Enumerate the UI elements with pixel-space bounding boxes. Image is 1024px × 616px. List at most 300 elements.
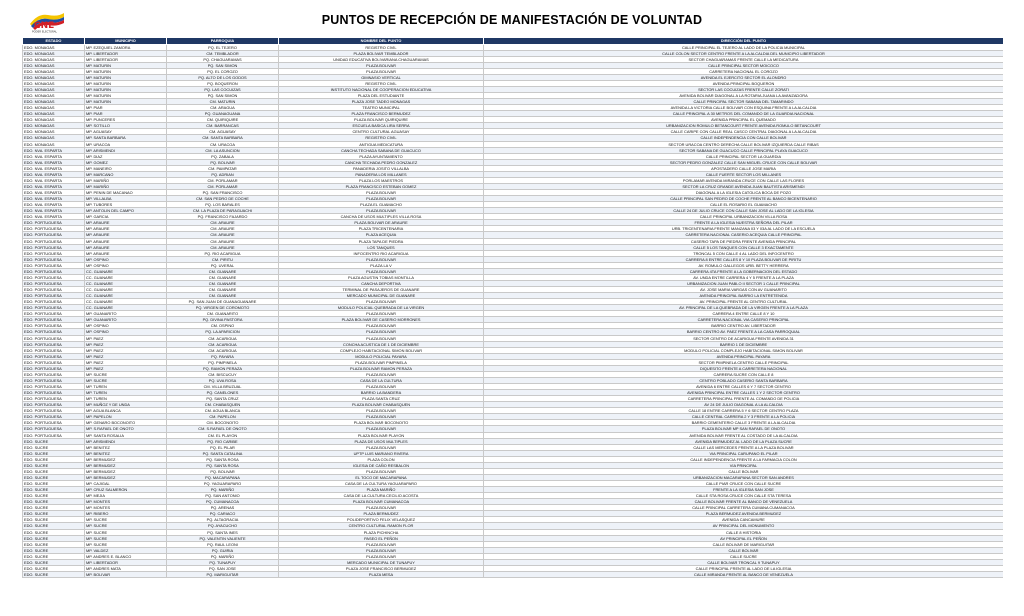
cell-direccion: AV 24 DE JULIO DIAGONAL A LA ALCALDIA: [484, 402, 1004, 408]
cell-estado: EDO. MONAGAS: [23, 44, 85, 50]
cell-parroquia: PQ. DIVINA PASTORA: [167, 317, 279, 323]
cell-parroquia: PQ. SANTA ROSA: [167, 456, 279, 462]
cell-municipio: MP. MATURIN: [85, 62, 167, 68]
cell-estado: EDO. MONAGAS: [23, 56, 85, 62]
cell-direccion: DIAGONAL A LA IGLESIA CATOLICA BOCA DE POZO: [484, 190, 1004, 196]
cell-estado: EDO. PORTUGUESA: [23, 408, 85, 414]
cell-estado: EDO. NVA. ESPARTA: [23, 190, 85, 196]
cell-municipio: MP. OSPINO: [85, 262, 167, 268]
cell-nombre: PANADERIA LOS MILLANES: [279, 171, 484, 177]
cell-municipio: MP. LIBERTADOR: [85, 559, 167, 565]
cell-parroquia: PQ. SAN JOSE: [167, 565, 279, 571]
cell-nombre: PASEO EL PEÑON: [279, 535, 484, 541]
cell-direccion: CALLE PRINCIPAL CARRETERA CUMANA CUMANACOA: [484, 505, 1004, 511]
cell-estado: EDO. MONAGAS: [23, 99, 85, 105]
cell-municipio: MP. ANTOLIN DEL CAMPO: [85, 208, 167, 214]
cell-nombre: PLAZA LOS MAESTROS: [279, 177, 484, 183]
cell-municipio: MP. BENITEZ: [85, 450, 167, 456]
cell-municipio: MP. ARAURE: [85, 220, 167, 226]
cell-municipio: MP. ANDRES MATA: [85, 565, 167, 571]
cell-parroquia: PQ. SAN SIMON: [167, 62, 279, 68]
cell-municipio: MP. SUCRE: [85, 541, 167, 547]
cell-municipio: CC. GUANARE: [85, 299, 167, 305]
cell-nombre: EL TOCO DE MACARAPANA: [279, 474, 484, 480]
cell-estado: EDO. SUCRE: [23, 511, 85, 517]
cell-direccion: SECTOR PIMPINELA CENTRO CALLE PRINCIPAL: [484, 359, 1004, 365]
cell-municipio: MP. OSPINO: [85, 256, 167, 262]
cell-parroquia: PQ. SAN ANTONIO: [167, 493, 279, 499]
cell-municipio: MP. PAPELON: [85, 414, 167, 420]
cell-municipio: MP. GARCIA: [85, 214, 167, 220]
cell-estado: EDO. PORTUGUESA: [23, 226, 85, 232]
cell-direccion: SECTOR SABANA DE GUACUCO CALLE PRINCIPAL PLAYA GUACUCO: [484, 147, 1004, 153]
cell-direccion: BARRIO CEMENTERIO CALLE 3 FRENTE A LA ALCALDIA: [484, 420, 1004, 426]
cell-nombre: TERMINAL DE PASAJEROS DE GUANARE: [279, 287, 484, 293]
cell-nombre: PLAZA BOLIVAR: [279, 196, 484, 202]
cell-municipio: MP. RIBERO: [85, 511, 167, 517]
cell-municipio: MP. GUANARITO: [85, 317, 167, 323]
cell-parroquia: CM. AGUA BLANCA: [167, 408, 279, 414]
cell-parroquia: PQ. PAYARA: [167, 353, 279, 359]
cell-estado: EDO. SUCRE: [23, 529, 85, 535]
cell-nombre: PLAZA AYUNTAMIENTO: [279, 153, 484, 159]
cell-estado: EDO. PORTUGUESA: [23, 311, 85, 317]
cell-municipio: MP. SUCRE: [85, 535, 167, 541]
cell-direccion: CALLE PRINCIPAL FRENTE AL LADO DE LA IGLESIA: [484, 565, 1004, 571]
page-header: [0, 0, 1024, 36]
cell-estado: EDO. SUCRE: [23, 487, 85, 493]
cell-parroquia: PQ. ALTO DE LOS GODOS: [167, 74, 279, 80]
cell-direccion: AVENIDA BOLIVAR FRENTE AL COSTADO DE LA ALCALDIA: [484, 432, 1004, 438]
cell-parroquia: CM. LA ASUNCION: [167, 147, 279, 153]
table-row: [23, 571, 1004, 577]
cell-parroquia: PQ. CHAGUARAMAS: [167, 56, 279, 62]
cell-direccion: AVENIDA 6 ENTRE CALLES 6 Y 7 SECTOR CENTRO: [484, 384, 1004, 390]
column-header-direccion: DIRECCIÓN DEL PUNTO: [484, 38, 1004, 45]
cell-estado: EDO. PORTUGUESA: [23, 268, 85, 274]
cell-nombre: PLAZA BOLIVAR CUMANACOA: [279, 499, 484, 505]
cell-nombre: PLAZA FRANCISCO BERMUDEZ: [279, 111, 484, 117]
cell-direccion: URBANIZACION ROMULO BETANCOURT FRENTE AVENIDA ROMULO BETANCOURT: [484, 123, 1004, 129]
cell-estado: EDO. PORTUGUESA: [23, 365, 85, 371]
cell-nombre: MERCADO MUNICIPAL DE TUNAPUY: [279, 559, 484, 565]
cell-parroquia: PQ. SAN SIMON: [167, 93, 279, 99]
cell-estado: EDO. NVA. ESPARTA: [23, 153, 85, 159]
cell-municipio: MP. GUANARITO: [85, 311, 167, 317]
cell-estado: EDO. PORTUGUESA: [23, 341, 85, 347]
cell-nombre: PLAZA BOLIVAR: [279, 68, 484, 74]
cell-estado: EDO. PORTUGUESA: [23, 377, 85, 383]
cell-nombre: PLAZA TAPA DE PIEDRA: [279, 238, 484, 244]
cell-nombre: PLAZA BOLIVAR: [279, 541, 484, 547]
cell-nombre: PLAZA BOLIVAR DE CASERIO MORRONES: [279, 317, 484, 323]
cell-estado: EDO. PORTUGUESA: [23, 262, 85, 268]
cell-direccion: TRONCAL 5 CON CALLE 4 AL LADO DEL INFOCENTRO: [484, 250, 1004, 256]
cell-estado: EDO. SUCRE: [23, 547, 85, 553]
cell-nombre: REGISTRO CIVIL: [279, 135, 484, 141]
cell-nombre: PLAZA LA V: [279, 262, 484, 268]
cell-municipio: MP. AGUA BLANCA: [85, 408, 167, 414]
cell-parroquia: CM. GUANARE: [167, 268, 279, 274]
cell-nombre: ESCUELA BASICA LIRA SERRA: [279, 123, 484, 129]
cell-nombre: CANCHA DEPORTIVA: [279, 280, 484, 286]
column-header-parroquia: PARROQUIA: [167, 38, 279, 45]
cell-parroquia: PQ. MACARAPANA: [167, 474, 279, 480]
cell-municipio: MP. SUCRE: [85, 517, 167, 523]
cell-parroquia: CM. S.RAFAEL DE ONOTO: [167, 426, 279, 432]
cell-estado: EDO. PORTUGUESA: [23, 238, 85, 244]
cell-municipio: CC. GUANARE: [85, 268, 167, 274]
cell-direccion: CALLE 8 HISTORIA: [484, 529, 1004, 535]
cell-parroquia: CM. VILLA BRUZUAL: [167, 384, 279, 390]
cell-estado: EDO. PORTUGUESA: [23, 426, 85, 432]
cell-direccion: BARRIO CENTRO AV. LIBERTADOR: [484, 323, 1004, 329]
cell-nombre: PLAZA BOLIVAR RAMON PERAZA: [279, 365, 484, 371]
cell-municipio: MP. SUCRE: [85, 523, 167, 529]
cell-parroquia: PQ. BOLIVAR: [167, 468, 279, 474]
cell-direccion: CARRERA SUCRE CON CALLE 8: [484, 371, 1004, 377]
cell-municipio: CC. GUANARE: [85, 305, 167, 311]
cell-direccion: CALLE 5 LOS TANQUES CON CALLE 3 EXACTAMENTE: [484, 244, 1004, 250]
cell-parroquia: CM. GUANARITO: [167, 311, 279, 317]
table-body: [23, 44, 1004, 578]
cell-nombre: PLAZA MARIÑO: [279, 487, 484, 493]
cell-parroquia: PQ. BOLIVAR: [167, 159, 279, 165]
cell-parroquia: CM. BISCUCUY: [167, 371, 279, 377]
cell-estado: EDO. NVA. ESPARTA: [23, 202, 85, 208]
cell-estado: EDO. PORTUGUESA: [23, 250, 85, 256]
cell-nombre: PLAZA DE USOS MULTIPLES: [279, 438, 484, 444]
cell-parroquia: PQ. TUNAPUY: [167, 559, 279, 565]
cell-parroquia: PQ. ZABALA: [167, 153, 279, 159]
cell-estado: EDO. PORTUGUESA: [23, 323, 85, 329]
cell-estado: EDO. MONAGAS: [23, 80, 85, 86]
cell-estado: EDO. MONAGAS: [23, 105, 85, 111]
reception-points-table: [22, 37, 1003, 578]
cell-nombre: PLAZA BOLIVAR: [279, 468, 484, 474]
cell-nombre: PANADERIA JOSITO VILLALBA: [279, 165, 484, 171]
cell-municipio: MP. TUREN: [85, 396, 167, 402]
cell-estado: EDO. SUCRE: [23, 493, 85, 499]
cell-estado: EDO. SUCRE: [23, 499, 85, 505]
cell-parroquia: PQ. EL COROZO: [167, 68, 279, 74]
cell-nombre: PLAZA BOLIVAR: [279, 299, 484, 305]
cell-nombre: MERCADO MUNICIPAL DE GUANARE: [279, 293, 484, 299]
cell-municipio: MP. MATURIN: [85, 80, 167, 86]
cell-nombre: IGLESIA DE CAÑO RESBALON: [279, 462, 484, 468]
cell-estado: EDO. MONAGAS: [23, 86, 85, 92]
cell-municipio: MP. PAEZ: [85, 341, 167, 347]
cell-parroquia: CM. TEMBLADOR: [167, 50, 279, 56]
cell-municipio: CC. GUANARE: [85, 293, 167, 299]
cell-direccion: SECTOR LA CRUZ GRANDE AVENIDA JUAN BAUTISTA ARISMENDI: [484, 183, 1004, 189]
cell-estado: EDO. SUCRE: [23, 474, 85, 480]
cell-direccion: FRENTE A LA IGLESIA SAN JOSE: [484, 487, 1004, 493]
cell-nombre: COMPLEJO HABITACIONAL SIMON BOLIVAR: [279, 347, 484, 353]
cell-municipio: MP. MARIÑO: [85, 183, 167, 189]
cell-direccion: CALLE LAS MERCEDES FRENTE A LA PLAZA BOLIVAR: [484, 444, 1004, 450]
cell-estado: EDO. PORTUGUESA: [23, 317, 85, 323]
cell-parroquia: PQ. MARIÑO: [167, 553, 279, 559]
cell-direccion: AVENIDA EL EJERCITO SECTOR EL ALONDRO: [484, 74, 1004, 80]
cell-direccion: CALLE BOLIVAR: [484, 547, 1004, 553]
cell-estado: EDO. NVA. ESPARTA: [23, 183, 85, 189]
cell-direccion: CARRETERA PRINCIPAL FRENTE AL COMANDO DE POLICIA: [484, 396, 1004, 402]
cell-parroquia: PQ. FRANCISCO FAJARDO: [167, 214, 279, 220]
cell-municipio: MP. MONTES: [85, 499, 167, 505]
cell-parroquia: CM. LA PLAZA DE PARAGUACHI: [167, 208, 279, 214]
cell-direccion: CARRERA 8 ENTRE CALLES 8 Y 10 PLAZA BOLIVAR DE PIRITU: [484, 256, 1004, 262]
cell-estado: EDO. PORTUGUESA: [23, 371, 85, 377]
cell-direccion: MODULO POLICIAL COMPLEJO HABITACIONAL SIMON BOLIVAR: [484, 347, 1004, 353]
cell-nombre: CENTRO CULTURAL RAMON FLOR: [279, 523, 484, 529]
cell-nombre: PLAZA JOSE TADEO MONAGAS: [279, 99, 484, 105]
column-header-municipio: MUNICIPIO: [85, 38, 167, 45]
cell-direccion: AVENIDA PRINCIPAL BARRIO LA ENTRETENIDA: [484, 293, 1004, 299]
cell-direccion: CALLE BOLIVAR: [484, 468, 1004, 474]
cell-estado: EDO. MONAGAS: [23, 68, 85, 74]
cell-nombre: CENTRO CULTURAL AGUASAY: [279, 129, 484, 135]
cell-estado: EDO. NVA. ESPARTA: [23, 159, 85, 165]
cell-municipio: MP. PAEZ: [85, 353, 167, 359]
cell-direccion: CARRETERA NACIONAL VIA CASERIO PRINCIPAL: [484, 317, 1004, 323]
cell-direccion: BARRIO CENTRO AV. PAEZ FRENTE A LA CASA PARROQUIAL: [484, 329, 1004, 335]
cell-nombre: CASA DE LA CULTURA YAGUARAPARO: [279, 481, 484, 487]
cell-municipio: MP. LIBERTADOR: [85, 50, 167, 56]
cell-estado: EDO. MONAGAS: [23, 117, 85, 123]
cell-direccion: CALLE 18 ENTRE CARRERA 5 Y 6 SECTOR CENTRO PLAZA: [484, 408, 1004, 414]
cell-estado: EDO. SUCRE: [23, 541, 85, 547]
cell-estado: EDO. PORTUGUESA: [23, 396, 85, 402]
cell-nombre: PLAZA BOLIVAR: [279, 414, 484, 420]
cell-estado: EDO. NVA. ESPARTA: [23, 177, 85, 183]
cell-parroquia: CM. SANTA BARBARA: [167, 135, 279, 141]
cell-direccion: CALLE CENTRAL CARRERA 2 Y 3 FRENTE A LA POLICIA: [484, 414, 1004, 420]
cell-municipio: MP. ARAURE: [85, 232, 167, 238]
cell-nombre: INSTITUTO NACIONAL DE COOPERACION EDUCATIVA: [279, 86, 484, 92]
cell-nombre: PLAZA BOLIVAR PLAYON: [279, 432, 484, 438]
cell-direccion: FRENTE A LA IGLESIA NUESTRA SEÑORA DEL PILAR: [484, 220, 1004, 226]
cell-estado: EDO. MONAGAS: [23, 93, 85, 99]
cell-municipio: MP. MUÑOZ Y DE UNDA: [85, 402, 167, 408]
cell-municipio: MP. PAEZ: [85, 347, 167, 353]
cell-municipio: MP. SUCRE: [85, 377, 167, 383]
cell-estado: EDO. PORTUGUESA: [23, 220, 85, 226]
cell-direccion: CARRETERA NACIONAL EL COROZO: [484, 68, 1004, 74]
cell-direccion: SECTOR URACOA CENTRO DERECHA CALLE BOLIVAR IZQUIERDA CALLE RIBAS: [484, 141, 1004, 147]
cell-nombre: LOS TANQUES: [279, 244, 484, 250]
cell-municipio: MP. OSPINO: [85, 329, 167, 335]
cell-parroquia: PQ. RAUL LEONI: [167, 541, 279, 547]
cell-estado: EDO. SUCRE: [23, 450, 85, 456]
cell-municipio: MP. BOLIVAR: [85, 571, 167, 577]
cell-direccion: AVENIDA PRINCIPAL PAYARA: [484, 353, 1004, 359]
cell-municipio: MP. VILLALBA: [85, 196, 167, 202]
cell-parroquia: CM. CHABASQUEN: [167, 402, 279, 408]
cell-municipio: MP. MATURIN: [85, 74, 167, 80]
cell-direccion: CASERIO TAPA DE PIEDRA FRENTE AVENIDA PRINCIPAL: [484, 238, 1004, 244]
cell-municipio: CC. GUANARE: [85, 274, 167, 280]
cell-parroquia: CM. MATURIN: [167, 99, 279, 105]
cell-nombre: CANCHA TECHADA SABANA DE GUACUCO: [279, 147, 484, 153]
cell-parroquia: CM. OSPINO: [167, 323, 279, 329]
cell-parroquia: CM. ARAGUA: [167, 105, 279, 111]
cell-parroquia: CM. AGUASAY: [167, 129, 279, 135]
cell-direccion: CENTRO POBLADO CASERIO SANTA BARBARA: [484, 377, 1004, 383]
cell-nombre: PLAZA BOLIVAR: [279, 329, 484, 335]
cell-estado: EDO. PORTUGUESA: [23, 347, 85, 353]
cell-nombre: UPTP LUIS MARIANO RIVERA: [279, 450, 484, 456]
cell-direccion: CALLE PRINCIPAL EL TEJERO AL LADO DE LA POLICIA MUNICIPAL: [484, 44, 1004, 50]
cell-parroquia: CM. EL PLAYON: [167, 432, 279, 438]
cell-municipio: MP. EZEQUIEL ZAMORA: [85, 44, 167, 50]
cell-municipio: MP. PIAR: [85, 105, 167, 111]
cell-nombre: PLAZA BOLIVAR CHABASQUEN: [279, 402, 484, 408]
cell-direccion: SECTOR CHAGUARAMAS FRENTE CALLE LA MEDICATURA: [484, 56, 1004, 62]
cell-direccion: CALLE PRINCIPAL SECTOR LA GUARDIA: [484, 153, 1004, 159]
cell-parroquia: CM. BOCONOITO: [167, 420, 279, 426]
cell-nombre: PLAZA BOLIVAR: [279, 335, 484, 341]
cell-parroquia: CM. SAN PEDRO DE COCHE: [167, 196, 279, 202]
cell-municipio: MP. MATURIN: [85, 68, 167, 74]
cell-direccion: AVENIDA LA VICTORIA CALLE BOLIVAR CON ESQUINA FRENTE A LA ALCALDIA: [484, 105, 1004, 111]
cell-parroquia: PQ. BOQUERON: [167, 80, 279, 86]
cell-estado: EDO. PORTUGUESA: [23, 353, 85, 359]
cell-estado: EDO. PORTUGUESA: [23, 432, 85, 438]
cell-parroquia: PQ. PIMPINELA: [167, 359, 279, 365]
cell-direccion: CALLE INDEPENDENCIA FRENTE A LA FARMACIA COLON: [484, 456, 1004, 462]
cell-direccion: CALLE COLON SECTOR CENTRO FRENTE A LA ALCALDIA DEL MUNICIPIO LIBERTADOR: [484, 50, 1004, 56]
logo-subtext: PODER ELECTORAL: [32, 30, 57, 33]
cell-nombre: PLAZA BOLIVAR: [279, 323, 484, 329]
cell-municipio: MP. PIAR: [85, 111, 167, 117]
column-header-nombre: NOMBRE DEL PUNTO: [279, 38, 484, 45]
cell-nombre: POLIDEPORTIVO FELIX VELASQUEZ: [279, 517, 484, 523]
cell-estado: EDO. SUCRE: [23, 535, 85, 541]
cell-estado: EDO. MONAGAS: [23, 74, 85, 80]
cell-nombre: PLAZA DEL ESTUDIANTE: [279, 93, 484, 99]
cell-nombre: PLAZA BOLIVAR: [279, 311, 484, 317]
cell-municipio: MP. SANTA ROSALIA: [85, 432, 167, 438]
cell-parroquia: PQ. CANELONES: [167, 390, 279, 396]
cell-parroquia: PQ. ALTAGRACIA: [167, 517, 279, 523]
cell-estado: EDO. SUCRE: [23, 565, 85, 571]
cell-nombre: CASA DE LA CULTURA CECILIO ACOSTA: [279, 493, 484, 499]
cell-estado: EDO. PORTUGUESA: [23, 420, 85, 426]
cell-nombre: PLAZA BOLIVAR: [279, 190, 484, 196]
cell-direccion: AVENIDA PRINCIPAL ENTRE CALLES 1 Y 2 SECTOR CENTRO: [484, 390, 1004, 396]
cell-direccion: CARRERA 4 ENTRE CALLE 8 Y 10: [484, 311, 1004, 317]
cell-municipio: MP. ARISMENDI: [85, 147, 167, 153]
cell-direccion: DIQUESITO FRENTE A CARRETERA NACIONAL: [484, 365, 1004, 371]
cell-parroquia: PQ. SAN FRANCISCO: [167, 190, 279, 196]
cell-parroquia: PQ. GUANAGUANA: [167, 111, 279, 117]
cell-municipio: MP. PUNCERES: [85, 117, 167, 123]
cell-parroquia: CM. PAMPATAR: [167, 165, 279, 171]
cell-estado: EDO. PORTUGUESA: [23, 244, 85, 250]
cell-nombre: PLAZA BOLIVAR: [279, 444, 484, 450]
column-header-estado: ESTADO: [23, 38, 85, 45]
cell-estado: EDO. NVA. ESPARTA: [23, 196, 85, 202]
cell-estado: EDO. SUCRE: [23, 523, 85, 529]
cell-parroquia: PQ. SANTA ROSA: [167, 462, 279, 468]
cell-direccion: CALLE PIAR CRUCE CON CALLE SUCRE: [484, 481, 1004, 487]
cell-direccion: AVENIDA BOLIVAR DIAGONAL A LA ROTARIA JUANA LA AVANZADORA: [484, 93, 1004, 99]
cell-direccion: AVENIDA PRINCIPAL BOQUERON: [484, 80, 1004, 86]
cell-direccion: AV PRINCIPAL EL PEÑON: [484, 535, 1004, 541]
cell-estado: EDO. MONAGAS: [23, 62, 85, 68]
cell-estado: EDO. SUCRE: [23, 505, 85, 511]
cell-municipio: MP. S.RAFAEL DE ONOTO: [85, 426, 167, 432]
cell-direccion: CALLE MIRANDA FRENTE AL BANCO DE VENEZUELA: [484, 571, 1004, 577]
cell-municipio: MP. SOTILLO: [85, 123, 167, 129]
cell-parroquia: CM. ARAURE: [167, 226, 279, 232]
cell-direccion: APOSTADERO CALLE JOSE MARIA: [484, 165, 1004, 171]
cell-nombre: CANCHA TECHADA PEDRO GONZALEZ: [279, 159, 484, 165]
cell-municipio: MP. MONTES: [85, 505, 167, 511]
cell-nombre: GIMNASIO VERTICAL: [279, 74, 484, 80]
cell-parroquia: PQ. LOS BARALES: [167, 202, 279, 208]
cell-direccion: CALLE BOLIVAR TRONCAL 9 TUNAPUY: [484, 559, 1004, 565]
cell-nombre: PLAZA AGUSTIN TOBIAS MONTILLA: [279, 274, 484, 280]
page-title: PUNTOS DE RECEPCIÓN DE MANIFESTACIÓN DE VOLUNTAD: [321, 13, 703, 27]
cell-direccion: CALLE PRINCIPAL SAN PEDRO DE COCHE FRENTE AL BANCO BICENTENARIO: [484, 196, 1004, 202]
cell-parroquia: CM. GUANARE: [167, 274, 279, 280]
cell-municipio: MP. TUREN: [85, 384, 167, 390]
cell-parroquia: CM. GUANARE: [167, 287, 279, 293]
cell-parroquia: PQ. VIRGEN DE COROMOTO: [167, 305, 279, 311]
cell-direccion: CALLE INDEPENDENCIA CON CALLE BOLIVAR: [484, 135, 1004, 141]
cell-nombre: PLAZA PICHINCHA: [279, 529, 484, 535]
cell-estado: EDO. PORTUGUESA: [23, 335, 85, 341]
cell-municipio: MP. MATURIN: [85, 86, 167, 92]
cell-nombre: INFOCENTRO RIO ACARIGUA: [279, 250, 484, 256]
cell-parroquia: CM. PORLAMAR: [167, 177, 279, 183]
cell-direccion: AV. ROMULO GALLEGOS URB. BETTY HERRERA: [484, 262, 1004, 268]
cell-estado: EDO. SUCRE: [23, 444, 85, 450]
cell-direccion: AVENIDA CANCAMURE: [484, 517, 1004, 523]
cell-parroquia: CM. PAPELON: [167, 414, 279, 420]
cell-direccion: CALLE EL ROSARIO EL GUAMACHO: [484, 202, 1004, 208]
cell-nombre: PLAZA BOLIVAR QUIRIQUIRE: [279, 117, 484, 123]
cell-parroquia: PQ. ARENAS: [167, 505, 279, 511]
cell-municipio: MP. GENARO BOCONOITO: [85, 420, 167, 426]
cell-nombre: UNIDAD EDUCATIVA BOLIVARIANA CHAGUARAMAS: [279, 56, 484, 62]
cell-estado: EDO. PORTUGUESA: [23, 299, 85, 305]
cell-municipio: MP. PAEZ: [85, 359, 167, 365]
cell-direccion: PLAZA BERMUDEZ AVENIDA BERMUDEZ: [484, 511, 1004, 517]
cell-estado: EDO. SUCRE: [23, 456, 85, 462]
cell-nombre: MODULO POLICIAL PAYARA: [279, 353, 484, 359]
cell-municipio: MP. ARAURE: [85, 244, 167, 250]
cell-direccion: CALLE STA ROSA CRUCE CON CALLE STA TERESA: [484, 493, 1004, 499]
cell-municipio: MP. URACOA: [85, 141, 167, 147]
cell-estado: EDO. NVA. ESPARTA: [23, 165, 85, 171]
cell-nombre: PLAZA BOLIVAR DE ARAURE: [279, 220, 484, 226]
cell-nombre: PLAZA BOLIVAR: [279, 371, 484, 377]
cell-parroquia: PQ. SAN JUAN DE GUANAGUANARE: [167, 299, 279, 305]
cell-nombre: PLAZA BOLIVAR: [279, 208, 484, 214]
cell-municipio: MP. ARISMENDI: [85, 438, 167, 444]
cell-estado: EDO. MONAGAS: [23, 123, 85, 129]
cell-municipio: MP. ARAURE: [85, 250, 167, 256]
cell-parroquia: PQ. YAGUARAPARO: [167, 481, 279, 487]
cell-parroquia: PQ. CUMANACOA: [167, 499, 279, 505]
cell-parroquia: PQ. AYACUCHO: [167, 523, 279, 529]
cell-direccion: AV. UNDA ENTRE CARRERA 4 Y 5 FRENTE A LA PLAZA: [484, 274, 1004, 280]
cell-nombre: PLAZA BOLIVAR BOCONOITO: [279, 420, 484, 426]
cell-parroquia: PQ. ADRIAN: [167, 171, 279, 177]
